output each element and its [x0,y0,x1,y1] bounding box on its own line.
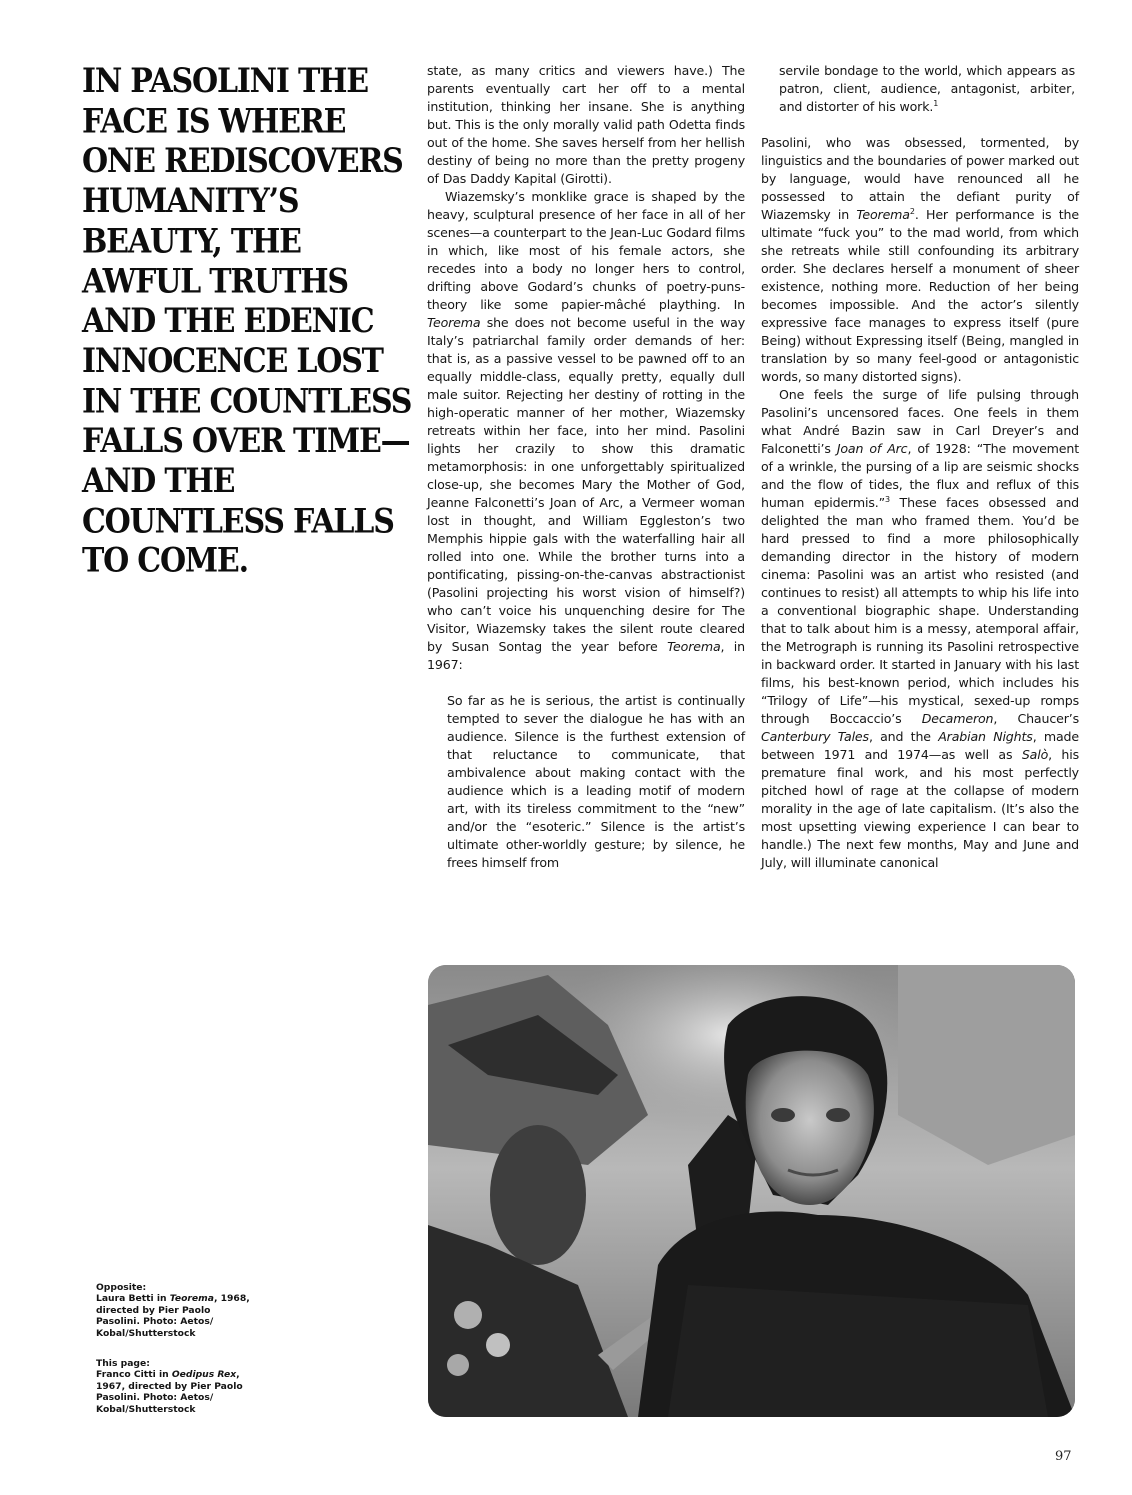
page-number: 97 [1055,1449,1072,1464]
quote-text: So far as he is serious, the artist is continually tempted to sever the dialogue he has with an audience. Silence is the furthest extension of that reluctance to communicate, that ambivalence about making contact with the audience which is a leading motif of modern art, with its tireless commitment to the “new” and/or the “esoteric.” Silence is the artist’s ultimate other-worldly gesture; by silence, he frees himself from [447,693,745,870]
footnote-marker: 3 [884,494,890,504]
caption-label: Opposite: [96,1282,147,1293]
caption-this-page [96,1358,256,1415]
pull-quote: IN PASOLINI THE FACE IS WHERE ONE REDISCOVERS HUMANITY’S BEAUTY, THE AWFUL TRUTHS AND THE EDENIC INNOCENCE LOST IN THE COUNTLESS FALLS OVER TIME—AND THE COUNTLESS FALLS TO COME. [82,62,412,582]
paragraph: state, as many critics and viewers have.) The parents eventually cart her off to a mental institution, thinking her insane. She is anything but. This is the only morally valid path Odetta finds out of the home. She saves herself from her hellish destiny of being no more than the pretty progeny of Das Daddy Kapital (Girotti). [427,63,745,186]
paragraph: Pasolini, who was obsessed, tormented, by linguistics and the boundaries of power marked out by language, would have renounced all he possessed to attain the defiant purity of Wiazemsky in Teorema$^2$. Her performance is the ultimate “fuck you” to the mad world, from which she retreats while still confounding its arbitrary order. She declares herself a monument of sheer existence, nothing more. Reduction of her being becomes impossible. And the actor’s silently expressive face manages to express itself (pure Being) without Expressing itself (Being, mangled in translation by so many feel-good or antagonistic words, so many distorted signs). [761,135,1079,384]
quote-text: servile bondage to the world, which appears as patron, client, audience, antagonist, arbiter, and distorter of his work.$^1$ [779,63,1075,114]
caption-label: This page: [96,1358,150,1369]
caption-text: Laura Betti in Teorema, 1968, directed by Pier Paolo Pasolini. Photo: Aetos/ Kobal/Shutterstock [96,1293,250,1339]
body-column-right [761,62,1079,872]
paragraph: Wiazemsky’s monklike grace is shaped by the heavy, sculptural presence of her face in all of her scenes—a counterpart to the Jean-Luc Godard films in which, like most of his female actors, she recedes into a body no longer hers to control, drifting above Godard’s chunks of poetry-puns-theory like some papier-mâché plaything. In Teorema she does not become useful in the way Italy’s patriarchal family order demands of her: that is, as a passive vessel to be pawned off to an equally middle-class, equally pretty, equally dull male suitor. Rejecting her destiny of rotting in the high-operatic manner of her mother, Wiazemsky retreats within her face, into her mind. Pasolini lights her crazily to show this dramatic metamorphosis: in one unforgettably spiritualized close-up, she becomes Mary the Mother of God, Jeanne Falconetti’s Joan of Arc, a Vermeer woman lost in thought, and William Eggleston’s two Memphis hippie gals with the waterfalling hair all rolled into one. While the brother turns into a pontificating, pissing-on-the-canvas abstractionist (Pasolini projecting his worst vision of himself?) who can’t voice his unquenching desire for The Visitor, Wiazemsky takes the silent route cleared by Susan Sontag the year before Teorema, in 1967: [427,189,745,672]
caption-text: Franco Citti in Oedipus Rex, 1967, directed by Pier Paolo Pasolini. Photo: Aetos/ Kobal/Shutterstock [96,1369,243,1415]
paragraph: One feels the surge of life pulsing through Pasolini’s uncensored faces. One feels in them what André Bazin saw in Carl Dreyer’s and Falconetti’s Joan of Arc, of 1928: “The movement of a wrinkle, the pursing of a lip are seismic shocks and the flow of tides, the flux and reflux of this human epidermis.”$^3$ These faces obsessed and delighted the man who framed them. You’d be hard pressed to find a more philosophically demanding director in the history of modern cinema: Pasolini was an artist who resisted (and continues to resist) all attempts to whip his life into a conventional biographic shape. Understanding that to talk about him is a messy, atemporal affair, the Metrograph is running its Pasolini retrospective in backward order. It started in January with his last films, his best-known period, which includes his “Trilogy of Life”—his mystical, sexed-up romps through Boccaccio’s Decameron, Chaucer’s Canterbury Tales, and the Arabian Nights, made between 1971 and 1974—as well as Salò, his premature final work, and his most perfectly pitched howl of rage at the collapse of modern morality in the age of late capitalism. (It’s also the most upsetting viewing experience I can bear to handle.) The next few months, May and June and July, will illuminate canonical [761,387,1079,870]
footnote-marker: 1 [933,98,939,108]
block-quote-continued [779,62,1075,116]
photo-illustration [428,965,1075,1417]
block-quote [447,692,745,872]
footnote-marker: 2 [909,206,915,216]
film-still-photo [428,965,1075,1417]
body-column-middle [427,62,745,872]
caption-opposite [96,1282,256,1339]
